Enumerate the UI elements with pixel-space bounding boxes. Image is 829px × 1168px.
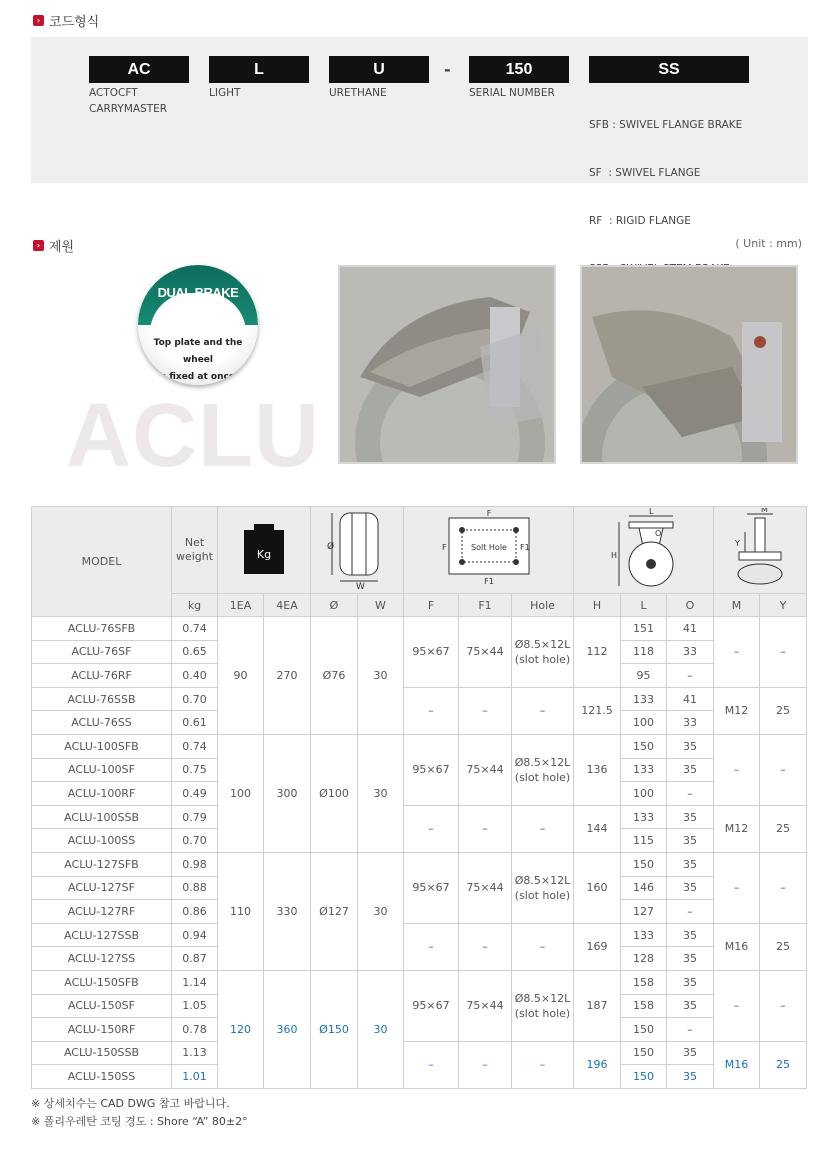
o-cell: 35: [667, 970, 714, 994]
code-format-title: › 코드형식: [33, 11, 99, 30]
width-cell: 30: [358, 734, 404, 852]
table-row: [32, 1041, 807, 1065]
model-cell: ACLU-150SF: [32, 994, 172, 1018]
code-desc: SFB : SWIVEL FLANGE BRAKE SF : SWIVEL FLANGE RF : RIGID FLANGE: [589, 119, 743, 227]
dual-brake-badge: [138, 265, 258, 385]
hole-cell: –: [512, 687, 574, 734]
model-cell: ACLU-76RF: [32, 664, 172, 688]
model-cell: ACLU-76SSB: [32, 687, 172, 711]
hole-cell: –: [512, 1041, 574, 1088]
kg-icon-label: Kg: [256, 547, 272, 561]
o-cell: 35: [667, 947, 714, 971]
o-cell: 35: [667, 876, 714, 900]
weight-cell: 0.49: [172, 782, 218, 806]
f-cell: 95×67: [404, 970, 459, 1041]
wheel-dimension-icon: [322, 509, 392, 589]
svg-text:Solt Hole: Solt Hole: [470, 542, 507, 552]
table-row: [32, 852, 807, 876]
o-cell: 35: [667, 923, 714, 947]
l-cell: 95: [621, 664, 667, 688]
y-cell: 25: [760, 687, 807, 734]
code-segment-l: [209, 56, 309, 101]
model-cell: ACLU-127SS: [32, 947, 172, 971]
weight-cell: 1.01: [172, 1065, 218, 1089]
l-cell: 115: [621, 829, 667, 853]
width-cell: 30: [358, 852, 404, 970]
l-cell: 100: [621, 711, 667, 735]
weight-cell: 0.98: [172, 852, 218, 876]
model-cell: ACLU-127SFB: [32, 852, 172, 876]
table-row: [32, 805, 807, 829]
f1-cell: 75×44: [459, 852, 512, 923]
width-cell: 30: [358, 617, 404, 735]
caster-side-diagram: [574, 507, 714, 594]
weight-cell: 0.74: [172, 617, 218, 641]
model-cell: ACLU-150SFB: [32, 970, 172, 994]
diameter-cell: Ø76: [311, 617, 358, 735]
f-cell: –: [404, 923, 459, 970]
m-cell: –: [714, 734, 760, 805]
l-cell: 150: [621, 1041, 667, 1065]
diameter-cell: Ø100: [311, 734, 358, 852]
y-cell: 25: [760, 1041, 807, 1088]
svg-text:M: M: [761, 507, 768, 514]
o-cell: 33: [667, 640, 714, 664]
code-dash: -: [444, 60, 451, 79]
model-watermark: ACLU: [66, 386, 320, 486]
hole-cell: –: [512, 923, 574, 970]
o-cell: 41: [667, 687, 714, 711]
model-cell: ACLU-76SF: [32, 640, 172, 664]
table-row: [32, 617, 807, 641]
brake-photo-2: [580, 265, 798, 464]
h-cell: 136: [574, 734, 621, 805]
code-block: AC: [89, 56, 189, 83]
notes: [31, 1095, 248, 1131]
wheel-diagram: [311, 507, 404, 594]
model-cell: ACLU-100SF: [32, 758, 172, 782]
code-block: 150: [469, 56, 569, 83]
m-cell: M16: [714, 923, 760, 970]
l-cell: 150: [621, 852, 667, 876]
load-4ea-cell: 270: [264, 617, 311, 735]
model-cell: ACLU-76SS: [32, 711, 172, 735]
h-cell: 187: [574, 970, 621, 1041]
header-net-weight: Net weight: [172, 507, 218, 594]
code-desc: SERIAL NUMBER: [469, 87, 555, 99]
l-cell: 150: [621, 734, 667, 758]
f-cell: 95×67: [404, 617, 459, 688]
m-cell: –: [714, 970, 760, 1041]
code-block: L: [209, 56, 309, 83]
l-cell: 100: [621, 782, 667, 806]
y-cell: –: [760, 734, 807, 805]
f1-cell: –: [459, 805, 512, 852]
f1-cell: –: [459, 923, 512, 970]
l-cell: 133: [621, 758, 667, 782]
f-cell: 95×67: [404, 734, 459, 805]
weight-cell: 0.87: [172, 947, 218, 971]
o-cell: 35: [667, 994, 714, 1018]
weight-cell: 1.05: [172, 994, 218, 1018]
f1-cell: 75×44: [459, 617, 512, 688]
hole-cell: –: [512, 805, 574, 852]
weight-cell: 0.70: [172, 687, 218, 711]
model-cell: ACLU-76SFB: [32, 617, 172, 641]
model-cell: ACLU-127RF: [32, 900, 172, 924]
svg-text:Y: Y: [735, 538, 740, 548]
code-desc: LIGHT: [209, 87, 241, 99]
l-cell: 150: [621, 1065, 667, 1089]
svg-text:Ø: Ø: [327, 541, 335, 552]
l-cell: 133: [621, 687, 667, 711]
code-desc: URETHANE: [329, 87, 387, 99]
h-cell: 121.5: [574, 687, 621, 734]
hole-cell: Ø8.5×12L (slot hole): [512, 852, 574, 923]
l-cell: 133: [621, 805, 667, 829]
o-cell: –: [667, 900, 714, 924]
model-cell: ACLU-127SSB: [32, 923, 172, 947]
diameter-cell: Ø150: [311, 970, 358, 1088]
weight-cell: 0.65: [172, 640, 218, 664]
stem-icon: [725, 508, 795, 590]
o-cell: 35: [667, 805, 714, 829]
svg-text:F: F: [486, 508, 491, 518]
o-cell: 35: [667, 734, 714, 758]
table-row: [32, 923, 807, 947]
l-cell: 158: [621, 970, 667, 994]
badge-title: DUAL BRAKE: [157, 285, 239, 300]
weight-cell: 0.86: [172, 900, 218, 924]
spec-table-body: [32, 617, 807, 1089]
model-cell: ACLU-100SSB: [32, 805, 172, 829]
o-cell: 35: [667, 829, 714, 853]
load-4ea-cell: 330: [264, 852, 311, 970]
svg-text:F: F: [441, 542, 447, 552]
stem-diagram: [714, 507, 807, 594]
code-block: SS: [589, 56, 749, 83]
weight-cell: 0.79: [172, 805, 218, 829]
flange-diagram: [404, 507, 574, 594]
weight-cell: 0.40: [172, 664, 218, 688]
l-cell: 151: [621, 617, 667, 641]
brake-photo-1: [338, 265, 556, 464]
h-cell: 160: [574, 852, 621, 923]
weight-cell: 0.78: [172, 1018, 218, 1042]
weight-cell: 0.75: [172, 758, 218, 782]
weight-cell: 0.74: [172, 734, 218, 758]
o-cell: 35: [667, 1041, 714, 1065]
weight-cell: 0.94: [172, 923, 218, 947]
svg-text:H: H: [610, 550, 617, 560]
width-cell: 30: [358, 970, 404, 1088]
o-cell: –: [667, 782, 714, 806]
svg-text:F1: F1: [483, 576, 494, 586]
o-cell: 35: [667, 852, 714, 876]
diameter-cell: Ø127: [311, 852, 358, 970]
weight-icon: [234, 521, 294, 577]
weight-cell: 0.70: [172, 829, 218, 853]
y-cell: –: [760, 617, 807, 688]
code-segment-serial: [469, 56, 569, 101]
chevron-right-icon: ›: [33, 15, 44, 26]
note-cad: ※ 상세치수는 CAD DWG 참고 바랍니다.: [31, 1097, 230, 1110]
table-row: [32, 970, 807, 994]
o-cell: 35: [667, 1065, 714, 1089]
flange-plate-icon: [414, 508, 564, 590]
weight-cell: 1.14: [172, 970, 218, 994]
spec-title: › 제원: [33, 236, 74, 255]
f1-cell: –: [459, 1041, 512, 1088]
badge-subtitle: Top plate and the wheel is fixed at once.: [153, 338, 243, 382]
l-cell: 128: [621, 947, 667, 971]
load-1ea-cell: 90: [218, 617, 264, 735]
model-cell: ACLU-100RF: [32, 782, 172, 806]
load-1ea-cell: 110: [218, 852, 264, 970]
f-cell: –: [404, 1041, 459, 1088]
m-cell: M16: [714, 1041, 760, 1088]
l-cell: 118: [621, 640, 667, 664]
svg-text:O: O: [654, 528, 661, 538]
units-row: kg 1EA 4EA Ø W F F1 Hole H L O M Y: [32, 594, 807, 617]
f-cell: 95×67: [404, 852, 459, 923]
hole-cell: Ø8.5×12L (slot hole): [512, 734, 574, 805]
load-1ea-cell: 100: [218, 734, 264, 852]
chevron-right-icon: ›: [33, 240, 44, 251]
m-cell: –: [714, 617, 760, 688]
note-hardness: ※ 폴리우레탄 코팅 경도 : Shore “A” 80±2°: [31, 1115, 248, 1128]
code-segment-ac: [89, 56, 189, 117]
h-cell: 196: [574, 1041, 621, 1088]
o-cell: –: [667, 1018, 714, 1042]
weight-cell: 0.61: [172, 711, 218, 735]
y-cell: 25: [760, 923, 807, 970]
model-cell: ACLU-100SFB: [32, 734, 172, 758]
weight-cell: 0.88: [172, 876, 218, 900]
svg-text:W: W: [356, 581, 365, 589]
f-cell: –: [404, 687, 459, 734]
code-segment-u: [329, 56, 429, 101]
o-cell: 35: [667, 758, 714, 782]
model-cell: ACLU-150SSB: [32, 1041, 172, 1065]
svg-text:L: L: [648, 507, 653, 516]
l-cell: 133: [621, 923, 667, 947]
y-cell: –: [760, 852, 807, 923]
y-cell: –: [760, 970, 807, 1041]
svg-text:F1: F1: [519, 542, 530, 552]
o-cell: 41: [667, 617, 714, 641]
load-4ea-cell: 360: [264, 970, 311, 1088]
m-cell: M12: [714, 687, 760, 734]
o-cell: –: [667, 664, 714, 688]
model-cell: ACLU-127SF: [32, 876, 172, 900]
h-cell: 169: [574, 923, 621, 970]
spec-table: [31, 506, 807, 1089]
f-cell: –: [404, 805, 459, 852]
l-cell: 146: [621, 876, 667, 900]
code-format-panel: [31, 37, 808, 227]
header-model: MODEL: [32, 507, 172, 617]
unit-label: ( Unit : mm): [735, 237, 802, 250]
h-cell: 144: [574, 805, 621, 852]
model-cell: ACLU-150SS: [32, 1065, 172, 1089]
l-cell: 158: [621, 994, 667, 1018]
load-4ea-cell: 300: [264, 734, 311, 852]
code-desc: ACTOCFT CARRYMASTER: [89, 87, 168, 115]
f1-cell: 75×44: [459, 970, 512, 1041]
load-1ea-cell: 120: [218, 970, 264, 1088]
f1-cell: –: [459, 687, 512, 734]
f1-cell: 75×44: [459, 734, 512, 805]
hole-cell: Ø8.5×12L (slot hole): [512, 617, 574, 688]
model-cell: ACLU-100SS: [32, 829, 172, 853]
l-cell: 150: [621, 1018, 667, 1042]
table-row: [32, 734, 807, 758]
l-cell: 127: [621, 900, 667, 924]
code-block: U: [329, 56, 429, 83]
load-weight-diagram: [218, 507, 311, 594]
table-row: [32, 687, 807, 711]
h-cell: 112: [574, 617, 621, 688]
y-cell: 25: [760, 805, 807, 852]
model-cell: ACLU-150RF: [32, 1018, 172, 1042]
o-cell: 33: [667, 711, 714, 735]
m-cell: –: [714, 852, 760, 923]
caster-side-icon: [589, 508, 699, 590]
weight-cell: 1.13: [172, 1041, 218, 1065]
hole-cell: Ø8.5×12L (slot hole): [512, 970, 574, 1041]
m-cell: M12: [714, 805, 760, 852]
